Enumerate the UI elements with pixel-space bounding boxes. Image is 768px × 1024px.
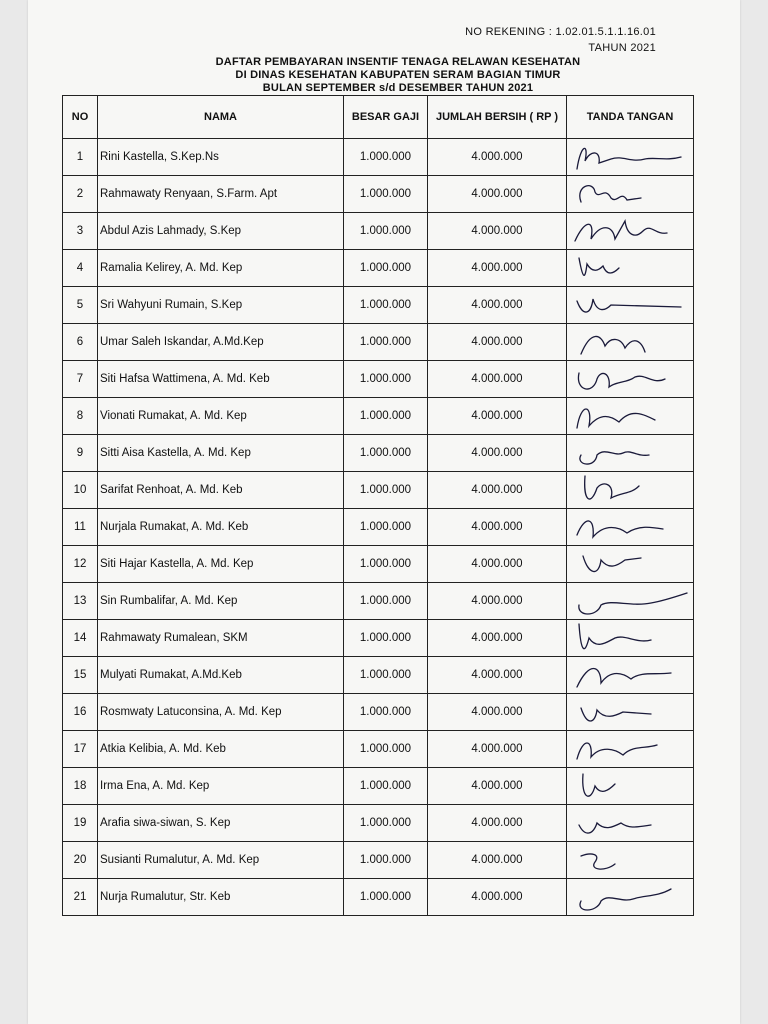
signature-icon [571,805,689,843]
row-tanda-tangan [567,842,694,879]
row-tanda-tangan [567,398,694,435]
row-number: 4 [63,250,98,287]
signature-icon [571,287,689,325]
signature-icon [571,731,689,769]
year-label: TAHUN 2021 [588,42,656,54]
table-row [63,139,694,176]
row-jumlah-bersih: 4.000.000 [428,176,567,213]
row-number: 5 [63,287,98,324]
row-name: Ramalia Kelirey, A. Md. Kep [98,250,344,287]
signature-icon [571,768,689,806]
signature-icon [571,250,689,288]
row-jumlah-bersih: 4.000.000 [428,139,567,176]
title-line-2: DI DINAS KESEHATAN KABUPATEN SERAM BAGIAN TIMUR [235,69,561,81]
table-row [63,657,694,694]
row-jumlah-bersih: 4.000.000 [428,583,567,620]
row-tanda-tangan [567,139,694,176]
signature-icon [571,583,689,621]
row-jumlah-bersih: 4.000.000 [428,768,567,805]
row-besar-gaji: 1.000.000 [344,583,428,620]
row-number: 3 [63,213,98,250]
table-row [63,620,694,657]
row-number: 20 [63,842,98,879]
row-besar-gaji: 1.000.000 [344,657,428,694]
row-number: 19 [63,805,98,842]
signature-icon [571,398,689,436]
row-name: Sin Rumbalifar, A. Md. Kep [98,583,344,620]
row-name: Siti Hajar Kastella, A. Md. Kep [98,546,344,583]
row-tanda-tangan [567,879,694,916]
row-name: Umar Saleh Iskandar, A.Md.Kep [98,324,344,361]
row-tanda-tangan [567,657,694,694]
row-jumlah-bersih: 4.000.000 [428,731,567,768]
row-name: Rosmwaty Latuconsina, A. Md. Kep [98,694,344,731]
row-tanda-tangan [567,324,694,361]
signature-icon [571,435,689,473]
signature-icon [571,509,689,547]
row-number: 10 [63,472,98,509]
row-name: Rahmawaty Rumalean, SKM [98,620,344,657]
document-title [168,56,628,95]
row-besar-gaji: 1.000.000 [344,435,428,472]
row-besar-gaji: 1.000.000 [344,398,428,435]
row-besar-gaji: 1.000.000 [344,139,428,176]
table-row [63,324,694,361]
header-tanda-tangan: TANDA TANGAN [567,96,694,139]
row-jumlah-bersih: 4.000.000 [428,213,567,250]
row-besar-gaji: 1.000.000 [344,324,428,361]
row-number: 17 [63,731,98,768]
table-row [63,398,694,435]
row-tanda-tangan [567,731,694,768]
signature-icon [571,879,689,917]
row-tanda-tangan [567,583,694,620]
row-jumlah-bersih: 4.000.000 [428,694,567,731]
row-jumlah-bersih: 4.000.000 [428,842,567,879]
row-tanda-tangan [567,213,694,250]
row-besar-gaji: 1.000.000 [344,250,428,287]
row-name: Abdul Azis Lahmady, S.Kep [98,213,344,250]
row-tanda-tangan [567,620,694,657]
row-jumlah-bersih: 4.000.000 [428,805,567,842]
row-jumlah-bersih: 4.000.000 [428,435,567,472]
row-tanda-tangan [567,472,694,509]
payment-table [62,95,694,916]
signature-icon [571,546,689,584]
row-besar-gaji: 1.000.000 [344,472,428,509]
row-besar-gaji: 1.000.000 [344,731,428,768]
row-number: 11 [63,509,98,546]
row-jumlah-bersih: 4.000.000 [428,620,567,657]
row-name: Irma Ena, A. Md. Kep [98,768,344,805]
row-number: 12 [63,546,98,583]
table-row [63,435,694,472]
row-name: Vionati Rumakat, A. Md. Kep [98,398,344,435]
row-jumlah-bersih: 4.000.000 [428,472,567,509]
signature-icon [571,620,689,658]
signature-icon [571,472,689,510]
row-name: Sarifat Renhoat, A. Md. Keb [98,472,344,509]
row-tanda-tangan [567,176,694,213]
row-name: Nurjala Rumakat, A. Md. Keb [98,509,344,546]
table-row [63,509,694,546]
row-number: 6 [63,324,98,361]
row-name: Sitti Aisa Kastella, A. Md. Kep [98,435,344,472]
row-tanda-tangan [567,694,694,731]
row-tanda-tangan [567,435,694,472]
row-name: Siti Hafsa Wattimena, A. Md. Keb [98,361,344,398]
signature-icon [571,139,689,177]
signature-icon [571,213,689,251]
row-jumlah-bersih: 4.000.000 [428,361,567,398]
row-jumlah-bersih: 4.000.000 [428,657,567,694]
table-row [63,250,694,287]
table-row [63,768,694,805]
row-tanda-tangan [567,546,694,583]
account-header [465,24,656,56]
row-besar-gaji: 1.000.000 [344,768,428,805]
row-number: 13 [63,583,98,620]
row-number: 9 [63,435,98,472]
account-number: NO REKENING : 1.02.01.5.1.1.16.01 [465,26,656,38]
row-jumlah-bersih: 4.000.000 [428,287,567,324]
table-row [63,731,694,768]
row-number: 7 [63,361,98,398]
row-tanda-tangan [567,768,694,805]
row-tanda-tangan [567,287,694,324]
table-row [63,213,694,250]
row-number: 21 [63,879,98,916]
row-name: Rini Kastella, S.Kep.Ns [98,139,344,176]
header-no: NO [63,96,98,139]
table-row [63,694,694,731]
row-name: Nurja Rumalutur, Str. Keb [98,879,344,916]
row-tanda-tangan [567,250,694,287]
row-jumlah-bersih: 4.000.000 [428,509,567,546]
header-besar-gaji: BESAR GAJI [344,96,428,139]
header-jumlah-bersih: JUMLAH BERSIH ( RP ) [428,96,567,139]
row-name: Mulyati Rumakat, A.Md.Keb [98,657,344,694]
header-nama: NAMA [98,96,344,139]
row-jumlah-bersih: 4.000.000 [428,546,567,583]
row-besar-gaji: 1.000.000 [344,213,428,250]
row-number: 14 [63,620,98,657]
table-header-row [63,96,694,139]
row-number: 2 [63,176,98,213]
row-number: 18 [63,768,98,805]
row-number: 8 [63,398,98,435]
table-row [63,472,694,509]
row-name: Arafia siwa-siwan, S. Kep [98,805,344,842]
row-jumlah-bersih: 4.000.000 [428,398,567,435]
row-besar-gaji: 1.000.000 [344,176,428,213]
row-name: Atkia Kelibia, A. Md. Keb [98,731,344,768]
table-row [63,176,694,213]
row-besar-gaji: 1.000.000 [344,620,428,657]
table-row [63,842,694,879]
row-number: 16 [63,694,98,731]
row-besar-gaji: 1.000.000 [344,509,428,546]
signature-icon [571,694,689,732]
table-row [63,583,694,620]
row-tanda-tangan [567,361,694,398]
signature-icon [571,176,689,214]
signature-icon [571,842,689,880]
row-jumlah-bersih: 4.000.000 [428,324,567,361]
table-row [63,287,694,324]
row-besar-gaji: 1.000.000 [344,842,428,879]
row-besar-gaji: 1.000.000 [344,879,428,916]
row-besar-gaji: 1.000.000 [344,287,428,324]
row-besar-gaji: 1.000.000 [344,546,428,583]
table-row [63,879,694,916]
row-tanda-tangan [567,509,694,546]
row-number: 15 [63,657,98,694]
row-tanda-tangan [567,805,694,842]
row-besar-gaji: 1.000.000 [344,361,428,398]
signature-icon [571,324,689,362]
row-name: Sri Wahyuni Rumain, S.Kep [98,287,344,324]
table-row [63,546,694,583]
row-jumlah-bersih: 4.000.000 [428,879,567,916]
row-name: Rahmawaty Renyaan, S.Farm. Apt [98,176,344,213]
table-row [63,805,694,842]
row-besar-gaji: 1.000.000 [344,694,428,731]
row-besar-gaji: 1.000.000 [344,805,428,842]
row-number: 1 [63,139,98,176]
signature-icon [571,361,689,399]
row-jumlah-bersih: 4.000.000 [428,250,567,287]
table-row [63,361,694,398]
title-line-1: DAFTAR PEMBAYARAN INSENTIF TENAGA RELAWAN KESEHATAN [215,56,581,68]
title-line-3: BULAN SEPTEMBER s/d DESEMBER TAHUN 2021 [262,82,534,94]
signature-icon [571,657,689,695]
row-name: Susianti Rumalutur, A. Md. Kep [98,842,344,879]
